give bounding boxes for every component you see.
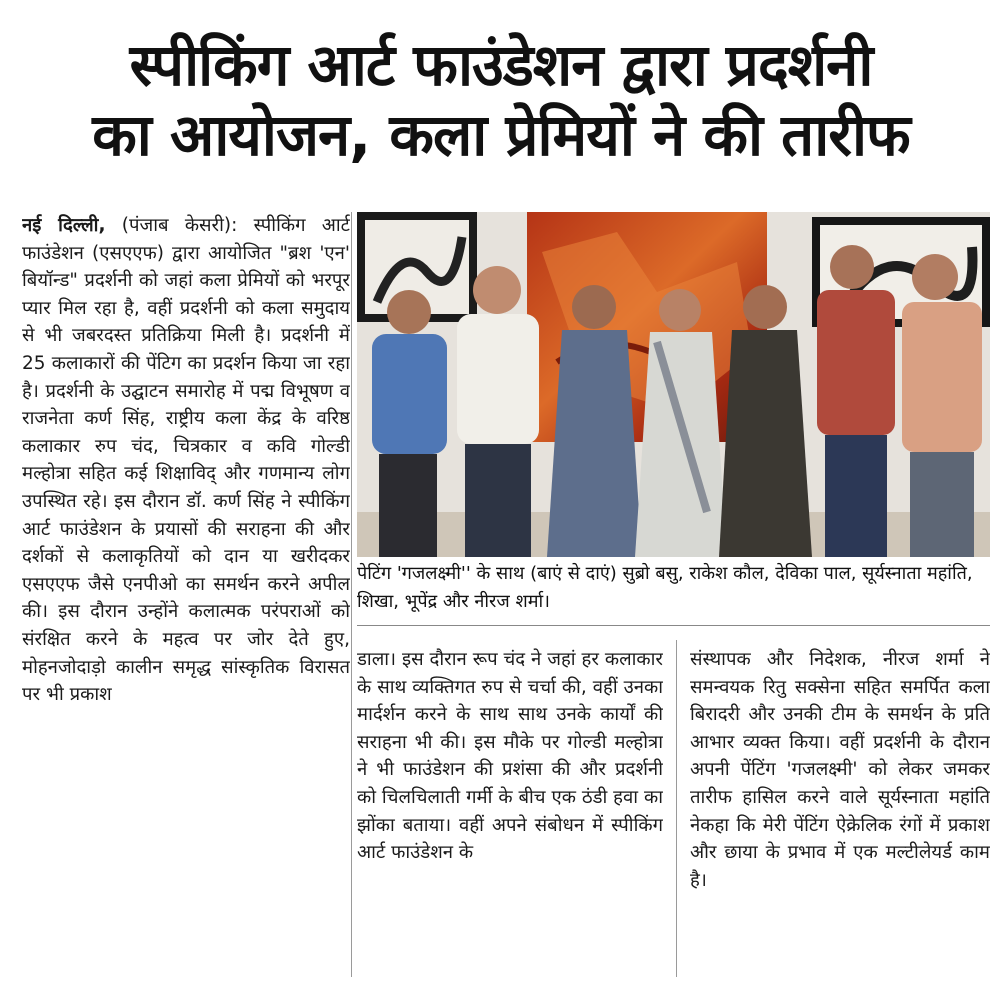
column-divider [676,640,677,977]
dateline: नई दिल्ली, [22,215,106,236]
article-column-3: संस्थापक और निदेशक, नीरज शर्मा ने समन्वयक रितु सक्सेना सहित समर्पित कला बिरादरी और उनकी टीम के समर्थन के प्रति आभार व्यक्त किया। वहीं प्रदर्शनी के दौरान अपनी पेंटिंग 'गजलक्ष्मी' को लेकर जमकर तारीफ हासिल करने वाले सूर्यस्नाता महांति नेकहा कि मेरी पेंटिंग ऐक्रेलिक रंगों में प्रकाश और छाया के प्रभाव में एक मल्टीलेयर्ड काम है। [690,649,990,891]
article-column-1 [22,212,350,977]
column-1-text: स्पीकिंग आर्ट फाउंडेशन (एसएएफ) द्वारा आयोजित "ब्रश 'एन' बियॉन्ड" प्रदर्शनी को जहां कला प्रेमियों को भरपूर प्यार मिल रहा है, वहीं प्रदर्शनी को कला समुदाय से भी जबरदस्त प्रतिक्रिया मिली है। प्रदर्शनी में 25 कलाकारों की पेंटिग का प्रदर्शन किया जा रहा है। प्रदर्शनी के उद्घाटन समारोह में पद्म विभूषण व राजनेता कर्ण सिंह, राष्ट्रीय कला केंद्र के वरिष्ठ कलाकार रुप चंद, चित्रकार व कवि गोल्डी मल्होत्रा सहित कई शिक्षाविद् और गणमान्य लोग उपस्थित रहे। इस दौरान डॉ. कर्ण सिंह ने स्पीकिंग आर्ट फाउंडेशन के प्रयासों की सराहना की और दर्शकों से कलाकृतियों को दान या खरीदकर एसएएफ जैसे एनपीओ का समर्थन करने अपील की। इस दौरान उन्होंने कलात्मक परंपराओं को संरक्षित करने के महत्व पर जोर देते हुए, मोहनजोदाड़ो कालीन समृद्ध सांस्कृतिक विरासत पर भी प्रकाश [22,215,350,706]
photo-caption: पेटिंग 'गजलक्ष्मी'' के साथ (बाएं से दाएं) सुब्रो बसु, राकेश कौल, देविका पाल, सूर्यस्नाता महांति, शिखा, भूपेंद्र और नीरज शर्मा। [357,563,973,612]
article-column-2: डाला। इस दौरान रूप चंद ने जहां हर कलाकार के साथ व्यक्तिगत रुप से चर्चा की, वहीं उनका मार्दर्शन करने के साथ साथ उनके कार्यों की सराहना भी की। इस मौके पर गोल्डी मल्होत्रा ने भी फाउंडेशन की प्रशंसा की और प्रदर्शनी को चिलचिलाती गर्मी के बीच एक ठंडी हवा का झोंका बताया। वहीं अपने संबोधन में स्पीकिंग आर्ट फाउंडेशन के [357,649,663,864]
source-credit: (पंजाब केसरी): [105,215,254,236]
person-6 [817,245,895,557]
headline-line-2: का आयोजन, कला प्रेमियों ने की तारीफ [92,101,910,169]
caption-divider [357,625,990,626]
headline [0,30,1002,170]
headline-line-1: स्पीकिंग आर्ट फाउंडेशन द्वारा प्रदर्शनी [129,31,873,99]
column-divider [351,212,352,977]
group-photo-illustration [357,212,990,557]
exhibition-photo [357,212,990,557]
